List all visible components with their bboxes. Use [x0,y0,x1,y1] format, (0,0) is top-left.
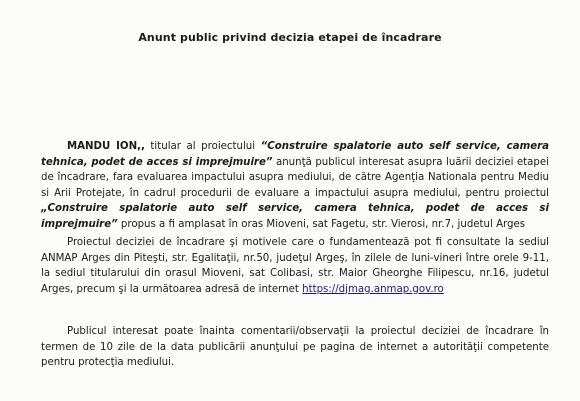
paragraph-consultation [41,235,549,297]
website-link[interactable]: https://djmag.anmap.gov.ro [302,283,444,295]
text-segment: Publicul interesat poate înainta comentarii/observaţii la proiectul deciziei de încadrare în termen de 10 zile de la data publicării anunţului pe pagina de internet a autorităţii competente pentru protecţia mediului. [41,326,549,369]
text-segment: Proiectul deciziei de încadrare şi motivele care o fundamentează pot fi consultate la sediul ANMAP Arges din Piteşti, str. Egalitaţii, nr.50, judeţul Argeş, în zilele de luni-vineri între orele 9-11, la sediul titularului din orasul Mioveni, sat Colibasi, str. Maior Gheorghe Filipescu, nr.16, judetul Arges, precum şi la următoarea adresă de internet [41,237,549,295]
paragraph-comments [41,324,549,371]
text-segment: propus a fi amplasat în oras Mioveni, sat Fagetu, str. Vierosi, nr.7, judetul Arges [117,218,526,230]
document-title: Anunt public privind decizia etapei de încadrare [138,31,442,44]
paragraph-announcement [41,139,549,233]
project-name-quoted: „Construire spalatorie auto self service, camera tehnica, podet de acces si imprejmuire” [41,203,549,230]
titular-name: MANDU ION,, [67,141,145,152]
text-segment: anunţă publicul interesat asupra luării deciziei etapei de încadrare, fara evaluarea impactului asupra mediului, de către Agenţia Nationala pentru Mediu si Arii Protejate, în cadrul procedurii de evaluare a impactului asupra mediului, pentru proiectul [41,156,549,199]
project-name: “Construire spalatorie auto self service, camera tehnica, podet de acces si imprejmuire” [41,141,550,168]
text-segment: titular al proiectului [144,141,261,152]
